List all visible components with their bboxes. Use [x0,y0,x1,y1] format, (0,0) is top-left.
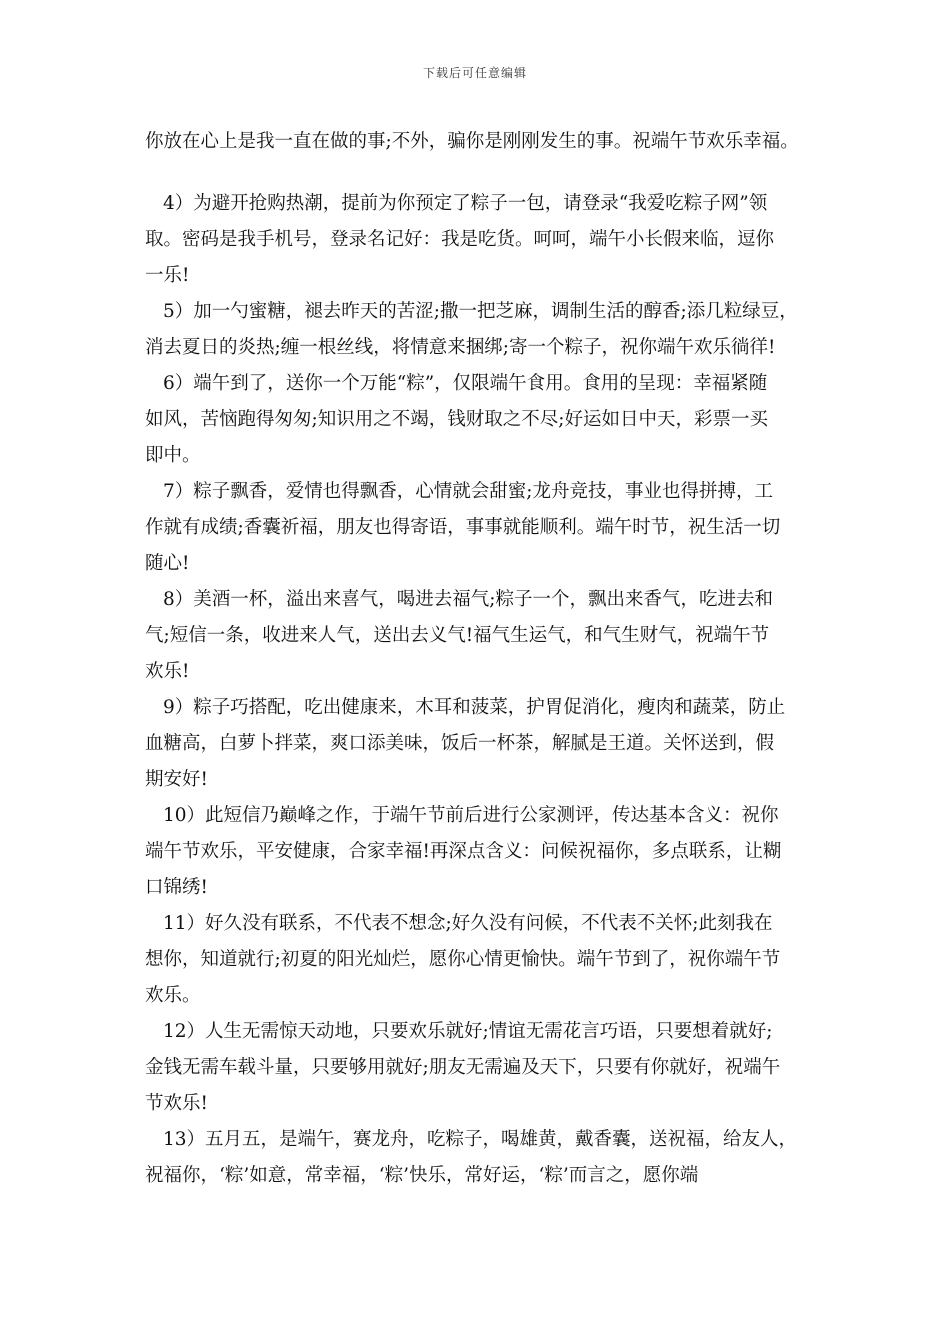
text-line: 13）五月五，是端午，赛龙舟，吃粽子，喝雄黄，戴香囊，送祝福，给友人， [163,1129,798,1150]
text-line: 端午节欢乐，平安健康，合家幸福!再深点含义：问候祝福你，多点联系，让糊 [145,841,782,862]
text-line: 消去夏日的炎热;缠一根丝线，将情意来捆绑;寄一个粽子，祝你端午欢乐徜徉! [145,337,776,358]
text-line: 即中。 [145,445,201,466]
paragraph [145,906,815,1014]
text-line: 12）人生无需惊天动地，只要欢乐就好;情谊无需花言巧语，只要想着就好; [163,1021,773,1042]
text-line: 如风，苦恼跑得匆匆;知识用之不竭，钱财取之不尽;好运如日中天，彩票一买 [145,409,768,430]
text-line: 气;短信一条，收进来人气，送出去义气!福气生运气，和气生财气，祝端午节 [145,625,770,646]
paragraph [145,124,815,160]
paragraph [145,1122,815,1194]
paragraph [145,690,815,798]
text-line: 4）为避开抢购热潮，提前为你预定了粽子一包，请登录“我爱吃粽子网”领 [163,193,768,214]
paragraph-gap [145,160,815,186]
text-line: 金钱无需车载斗量，只要够用就好;朋友无需遍及天下，只要有你就好，祝端午 [145,1057,781,1078]
text-line: 期安好! [145,769,208,790]
paragraph [145,186,815,294]
text-line: 7）粽子飘香，爱情也得飘香，心情就会甜蜜;龙舟竞技，事业也得拼搏，工 [163,481,774,502]
text-line: 你放在心上是我一直在做的事;不外，骗你是刚刚发生的事。祝端午节欢乐幸福。 [145,131,799,152]
text-line: 欢乐! [145,661,190,682]
paragraph [145,1014,815,1122]
text-line: 11）好久没有联系，不代表不想念;好久没有问候，不代表不关怀;此刻我在 [163,913,773,934]
document-body [145,124,815,1194]
text-line: 节欢乐! [145,1093,208,1114]
text-line: 10）此短信乃巅峰之作，于端午节前后进行公家测评，传达基本含义：祝你 [163,805,779,826]
text-line: 6）端午到了，送你一个万能“粽”，仅限端午食用。食用的呈现：幸福紧随 [163,373,768,394]
paragraph [145,582,815,690]
text-line: 一乐! [145,265,190,286]
text-line: 作就有成绩;香囊祈福，朋友也得寄语，事事就能顺利。端午时节，祝生活一切 [145,517,781,538]
text-line: 口锦绣! [145,877,208,898]
text-line: 9）粽子巧搭配，吃出健康来，木耳和菠菜，护胃促消化，瘦肉和蔬菜，防止 [163,697,786,718]
text-line: 取。密码是我手机号，登录名记好：我是吃货。呵呵，端午小长假来临，逗你 [145,229,775,250]
paragraph [145,366,815,474]
page-header: 下载后可任意编辑 [422,66,527,80]
text-line: 随心! [145,553,190,574]
text-line: 5）加一勺蜜糖，褪去昨天的苦涩;撒一把芝麻，调制生活的醇香;添几粒绿豆， [163,301,798,322]
text-line: 祝福你，‘粽’如意，常幸福，‘粽’快乐，常好运，‘粽’而言之，愿你端 [145,1165,699,1186]
text-line: 血糖高，白萝卜拌菜，爽口添美味，饭后一杯茶，解腻是王道。关怀送到，假 [145,733,775,754]
text-line: 8）美酒一杯，溢出来喜气，喝进去福气;粽子一个，飘出来香气，吃进去和 [163,589,774,610]
text-line: 欢乐。 [145,985,201,1006]
paragraph [145,798,815,906]
text-line: 想你，知道就行;初夏的阳光灿烂，愿你心情更愉快。端午节到了，祝你端午节 [145,949,781,970]
paragraph [145,474,815,582]
paragraph [145,294,815,366]
